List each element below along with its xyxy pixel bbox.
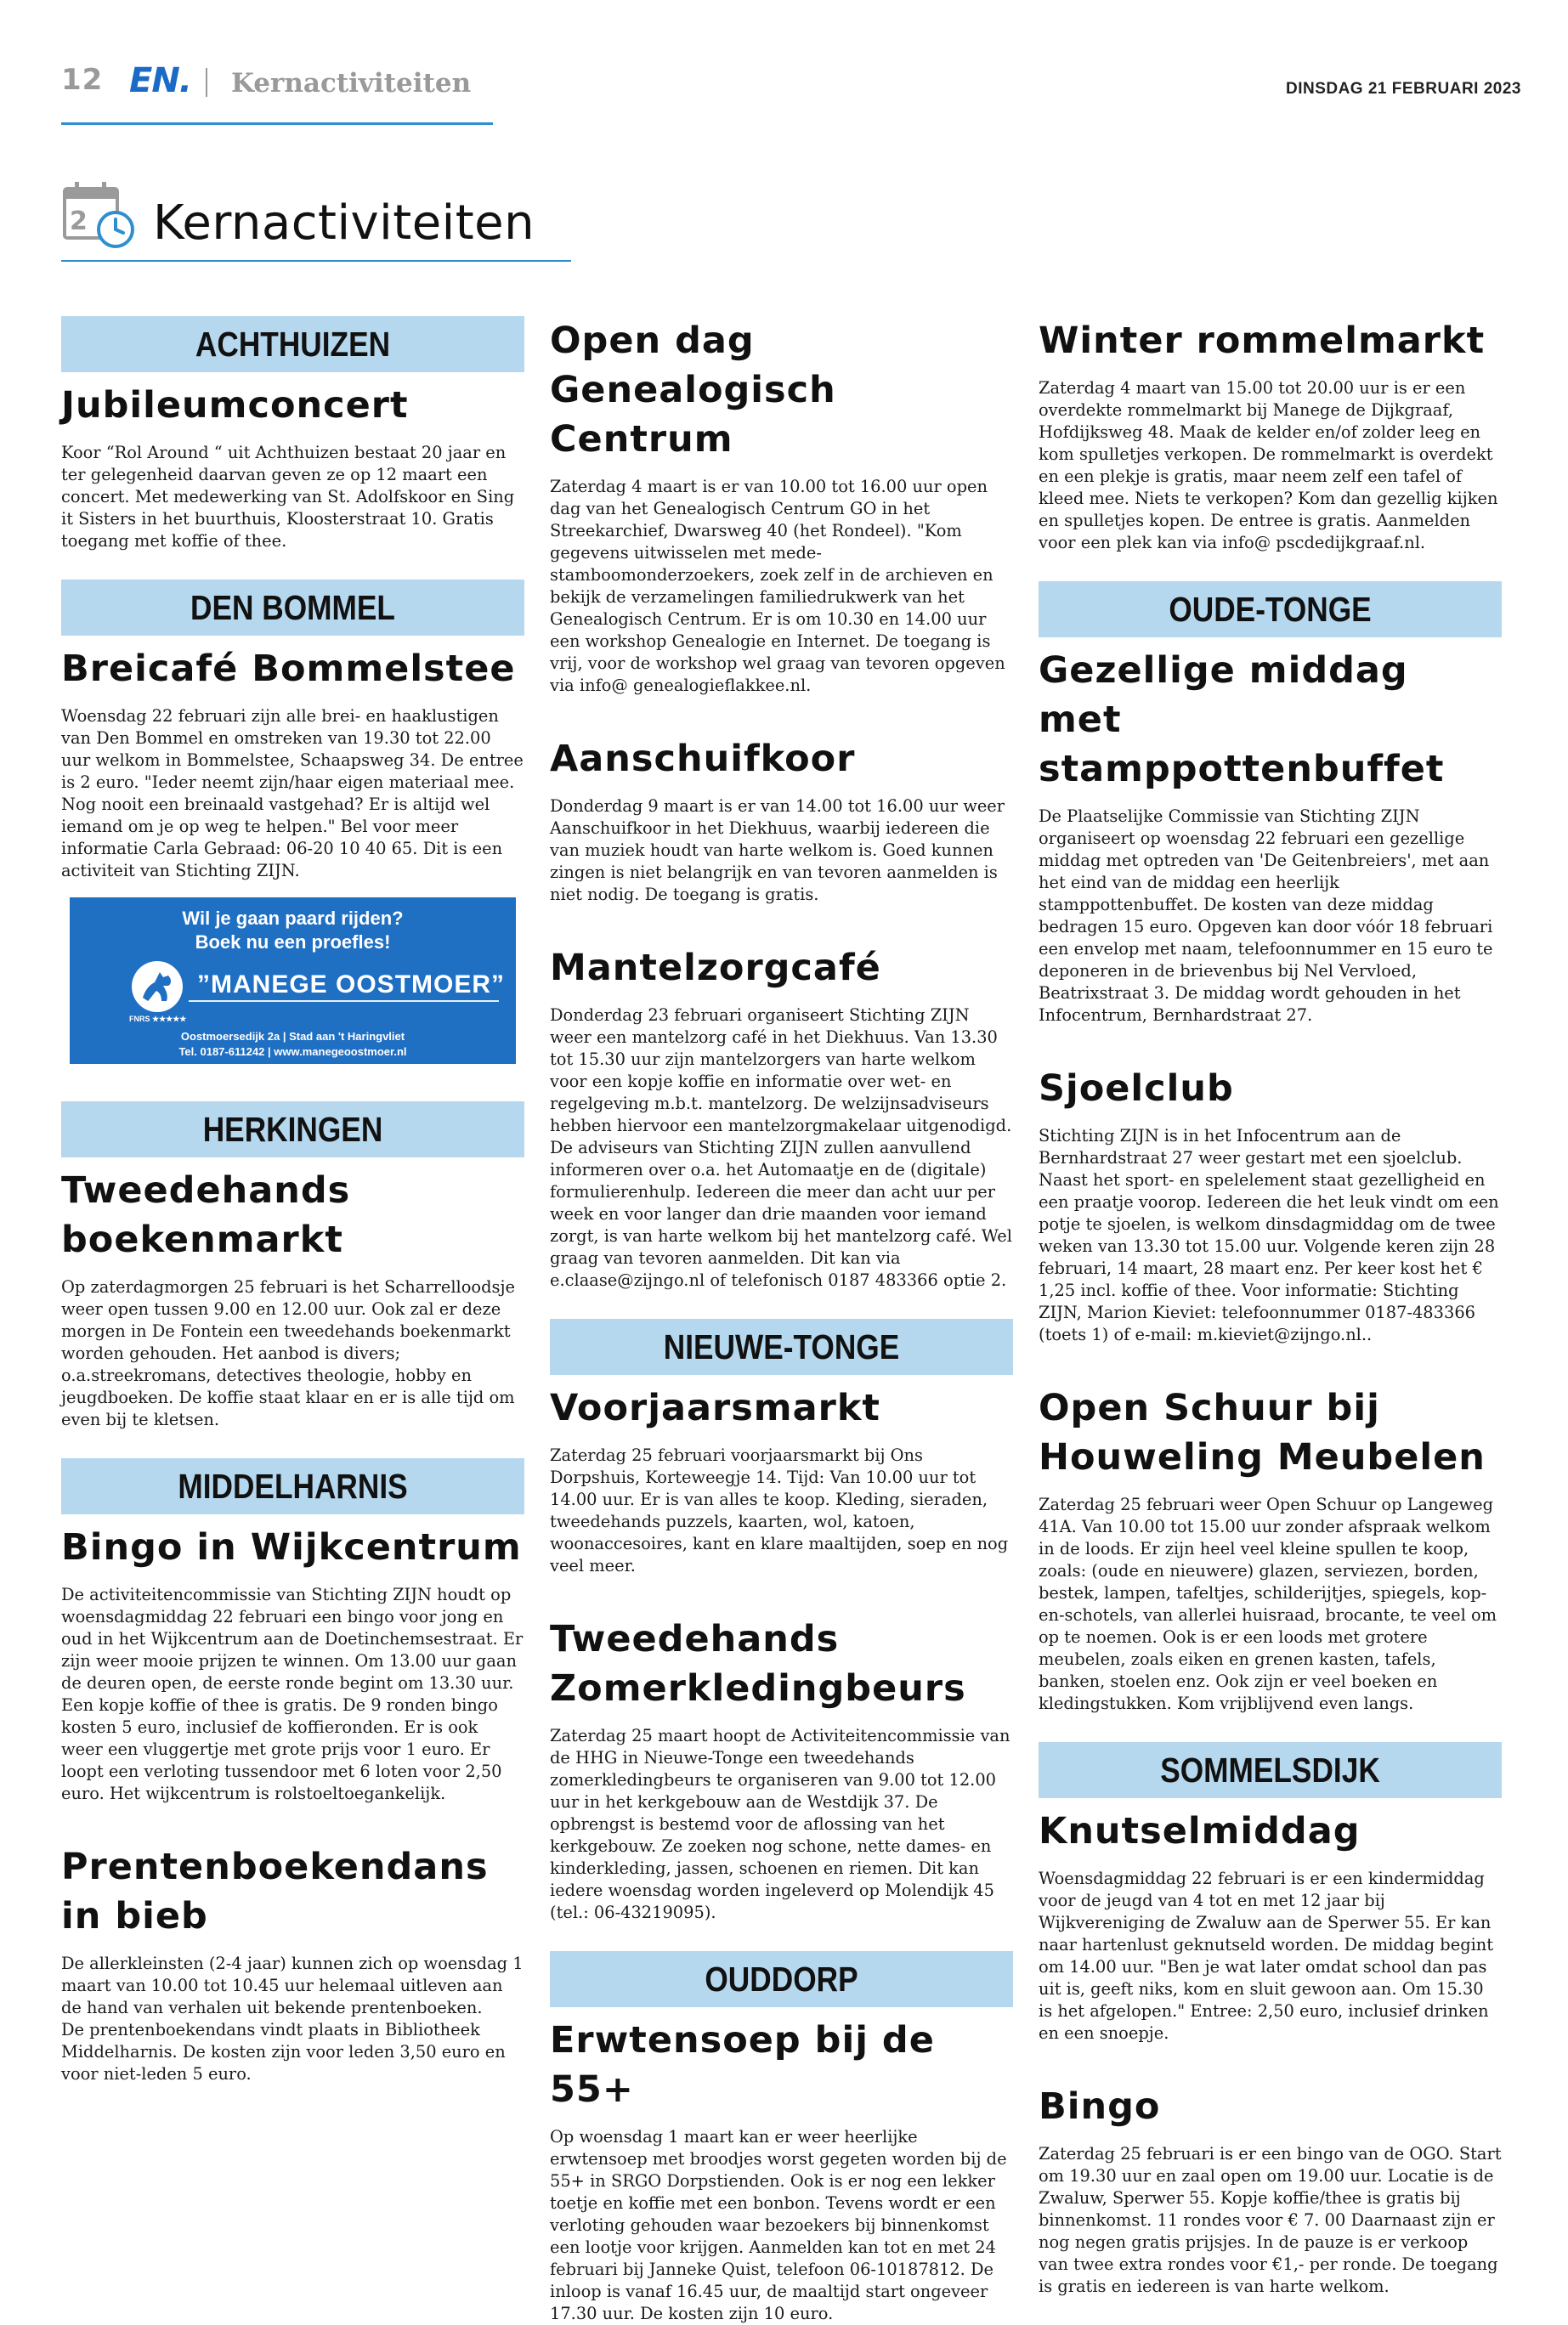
event-title: Tweedehands boekenmarkt bbox=[61, 1169, 351, 1261]
event-text: Op woensdag 1 maart kan er weer heerlijke erwtensoep met broodjes worst gegeten worden bij de 55+ in SRGO Dorpstienden. Ook is er nog een lekker toetje en koffie met een bonbon. Tevens wordt er een verloting gehouden waar bezoekers bij binnenkomst een lootje voor krijgen. Aanmelden kan tot en met 24 februari bij Janneke Quist, telefoon 06-10187812. De inloop is vanaf 16.45 uur, de maaltijd start ongeveer 17.30 uur. De kosten zijn 10 euro. bbox=[550, 2127, 1007, 2323]
location-name: HERKINGEN bbox=[202, 1110, 383, 1149]
ad-fnrs-rating: FNRS ★★★★★ bbox=[129, 1015, 187, 1023]
event-text: Zaterdag 25 februari voorjaarsmarkt bij Ons Dorpshuis, Korteweegje 14. Tijd: Van 10.00 uur tot 14.00 uur. Er is van alles te koop. Kleding, sieraden, tweedehands puzzels, kaarten, wol, katoen, woonaccesoires, kant en klare maaltijden, soep en nog veel meer. bbox=[550, 1445, 1009, 1575]
location-name: DEN BOMMEL bbox=[190, 588, 395, 627]
event-title: Tweedehands Zomerkledingbeurs bbox=[550, 1618, 966, 1710]
event-text: De activiteitencommissie van Stichting ZIJN houdt op woensdagmiddag 22 februari een bingo voor jong en oud in het Wijkcentrum aan de Doetinchemsestraat. Er zijn weer mooie prijzen te winnen. Om 13.00 uur gaan de deuren open, de eerste ronde begint om 13.30 uur. Een kopje koffie of thee is gratis. De 9 ronden bingo kosten 5 euro, inclusief de koffieronden. Er is ook weer een vluggertje met grote prijs voor 1 euro. Er loopt een verloting tussendoor met 6 loten voor 2,50 euro. Het wijkcentrum is rolstoeltoegankelijk. bbox=[61, 1585, 524, 1803]
event-text: Zaterdag 25 maart hoopt de Activiteitencommissie van de HHG in Nieuwe-Tonge een tweedehands zomerkledingbeurs te organiseren van 9.00 tot 12.00 uur in het kerkgebouw aan de Westdijk 37. De opbrengst is bestemd voor de aflossing van het kerkgebouw. Ze zoeken nog schone, nette dames- en kinderkleding, jassen, schoenen en riemen. Dit kan iedere woensdag worden ingeleverd op Molendijk 45 (tel.: 06-43219095). bbox=[550, 1726, 1010, 1922]
horse-logo-icon bbox=[129, 959, 185, 1015]
event-title: Jubileumconcert bbox=[61, 384, 409, 427]
ad-headline-1: Wil je gaan paard rijden? bbox=[182, 908, 404, 929]
event-title: Open Schuur bij Houweling Meubelen bbox=[1039, 1387, 1486, 1479]
column-3 bbox=[1039, 316, 1502, 2298]
event-title: Voorjaarsmarkt bbox=[550, 1387, 880, 1429]
header-date: DINSDAG 21 FEBRUARI 2023 bbox=[1285, 80, 1521, 98]
event-title: Winter rommelmarkt bbox=[1039, 320, 1486, 362]
location-banner bbox=[61, 1458, 524, 1514]
event-title: Mantelzorgcafé bbox=[550, 947, 881, 989]
manege-advertisement[interactable] bbox=[70, 897, 516, 1064]
svg-text:2: 2 bbox=[70, 206, 88, 236]
event-text: Zaterdag 4 maart is er van 10.00 tot 16.00 uur open dag van het Genealogisch Centrum GO in het Streekarchief, Dwarsweg 40 (het Rondeel). "Kom gegevens uitwisselen met mede-stamboomonderzoekers, zoek zelf in de archieven en bekijk de verzamelingen familiedrukwerk van het Genealogisch Centrum. Er is om 10.30 en 14.00 uur een workshop Genealogie en Internet. De toegang is vrij, voor de workshop wel graag van tevoren opgeven via info@ genealogieflakkee.nl. bbox=[550, 477, 1005, 695]
header-rule bbox=[61, 122, 493, 125]
event-text: Zaterdag 25 februari weer Open Schuur op Langeweg 41A. Van 10.00 tot 15.00 uur zonder afspraak welkom in de loods. Er zijn heel veel kleine spullen te koop, zoals: (oude en nieuwere) glazen, serviezen, borden, bestek, lampen, tafeltjes, schilderijtjes, spiegels, kop-en-schotels, van allerlei huisraad, brocante, te veel om op te noemen. Ook is er een loods met grotere meubelen, zoals eiken en grenen kasten, tafels, banken, stoelen enz. Ook zijn er veel boeken en kledingstukken. Kom vrijblijvend even langs. bbox=[1039, 1495, 1497, 1713]
ad-address: Oostmoersedijk 2a | Stad aan 't Haringvliet bbox=[180, 1030, 405, 1043]
event-text: De Plaatselijke Commissie van Stichting ZIJN organiseert op woensdag 22 februari een gezellige middag met optreden van 'De Geitenbreiers', met aan het eind van de middag een heerlijk stamppottenbuffet. De kosten van deze middag bedragen 15 euro. Opgeven kan door vóór 18 februari een envelop met naam, telefoonnummer en 15 euro te deponeren in de brievenbus bij Nel Vervloed, Beatrixstraat 3. De middag wordt gehouden in het Infocentrum, Bernhardstraat 27. bbox=[1039, 806, 1493, 1025]
page-number: 12 bbox=[61, 63, 104, 97]
event-title: Bingo in Wijkcentrum bbox=[61, 1526, 522, 1569]
ad-rule bbox=[189, 1000, 499, 1002]
event-title: Sjoelclub bbox=[1039, 1067, 1234, 1110]
location-name: MIDDELHARNIS bbox=[178, 1467, 408, 1506]
event-text: Zaterdag 4 maart van 15.00 tot 20.00 uur is er een overdekte rommelmarkt bij Manege de Dijkgraaf, Hofdijksweg 48. Maak de kelder en/of zolder leeg en kom spulletjes verkopen. De rommelmarkt is overdekt en een plekje is gratis, maar neem zelf een tafel of kleed mee. Niets te verkopen? Kom dan gezellig kijken en spulletjes kopen. De entree is gratis. Aanmelden voor een plek kan via info@ pscdedijkgraaf.nl. bbox=[1039, 378, 1498, 552]
event-text: Woensdag 22 februari zijn alle brei- en haaklustigen van Den Bommel en omstreken van 19.30 tot 22.00 uur welkom in Bommelstee, Schaapsweg 34. De entree is 2 euro. "Ieder neemt zijn/haar eigen materiaal mee. Nog nooit een breinaald vastgehad? Er is altijd wel iemand om je op weg te helpen." Bel voor meer informatie Carla Gebraad: 06-20 10 40 65. Dit is een activiteit van Stichting ZIJN. bbox=[61, 706, 524, 880]
title-rule bbox=[61, 260, 571, 262]
event-title: Open dag Genealogisch Centrum bbox=[550, 320, 836, 461]
ad-headline-2: Boek nu een proefles! bbox=[195, 931, 391, 953]
calendar-clock-icon bbox=[61, 177, 139, 255]
header-section: Kernactiviteiten bbox=[231, 68, 472, 99]
ad-brand: ”MANEGE OOSTMOER” bbox=[197, 970, 506, 998]
location-name: SOMMELSDIJK bbox=[1160, 1751, 1380, 1790]
event-text: Op zaterdagmorgen 25 februari is het Scharrelloodsje weer open tussen 9.00 en 12.00 uur. Ook zal er deze morgen in De Fontein een tweedehands boekenmarkt worden gehouden. Het aanbod is divers; o.a.streekromans, detectives theologie, hobby en jeugdboeken. De koffie staat klaar en er is alle tijd om even bij te kletsen. bbox=[61, 1277, 515, 1429]
page-title: Kernactiviteiten bbox=[153, 195, 535, 251]
event-text: Donderdag 9 maart is er van 14.00 tot 16.00 uur weer Aanschuifkoor in het Diekhuus, waarbij iedereen die van muziek houdt van harte welkom is. Goed kunnen zingen is niet belangrijk en van tevoren aanmelden is niet nodig. De toegang is gratis. bbox=[550, 796, 1005, 904]
event-text: Donderdag 23 februari organiseert Stichting ZIJN weer een mantelzorg café in het Diekhuus. Van 13.30 tot 15.30 uur zijn mantelzorgers van harte welkom voor een kopje koffie en informatie over wet- en regelgeving m.b.t. mantelzorg. De welzijnsadviseurs hebben hiervoor een mantelzorgmakelaar uitgenodigd. De adviseurs van Stichting ZIJN zullen aanvullend informeren over o.a. het Automaatje en de (digitale) formulierenhulp. Iedereen die meer dan acht uur per week en voor langer dan drie maanden voor iemand zorgt, is van harte welkom bij het mantelzorg café. Wel graag van tevoren aanmelden. Dit kan via e.claase@zijngo.nl of telefonisch 0187 483366 optie 2. bbox=[550, 1005, 1012, 1290]
newspaper-logo: EN. bbox=[129, 61, 191, 100]
ad-contact: Tel. 0187-611242 | www.manegeoostmoer.nl bbox=[178, 1045, 407, 1058]
location-banner bbox=[550, 1319, 1013, 1375]
event-text: De allerkleinsten (2-4 jaar) kunnen zich op woensdag 1 maart van 10.00 tot 10.45 uur helemaal uitleven aan de hand van verhalen uit bekende prentenboeken. bbox=[61, 1954, 524, 2017]
location-banner bbox=[550, 1951, 1013, 2007]
location-banner bbox=[1039, 1742, 1502, 1798]
header-separator bbox=[206, 68, 207, 97]
location-banner bbox=[61, 580, 524, 636]
event-text: Stichting ZIJN is in het Infocentrum aan de Bernhardstraat 27 weer gestart met een sjoelclub. Naast het sport- en spelelement staat gezelligheid en een praatje voorop. Iedereen die het leuk vindt om een potje te sjoelen, is welkom dinsdagmiddag om de twee weken van 13.30 tot 15.00 uur. Volgende keren zijn 28 februari, 14 maart, 28 maart enz. Per keer kost het € 1,25 incl. koffie of thee. Voor informatie: Stichting ZIJN, Marion Kieviet: telefoonnummer 0187-483366 (toets 1) of e-mail: m.kieviet@zijngo.nl.. bbox=[1039, 1126, 1499, 1344]
column-2 bbox=[550, 316, 1013, 2325]
event-text: Zaterdag 25 februari is er een bingo van de OGO. Start om 19.30 uur en zaal open om 19.00 uur. Locatie is de Zwaluw, Sperwer 55. Kopje koffie/thee is gratis bij binnenkomst. 11 rondes voor € 7. 00 Daarnaast zijn er nog negen gratis prijsjes. In de pauze is er verkoop van twee extra rondes voor €1,- per ronde. De toegang is gratis en iedereen is van harte welkom. bbox=[1039, 2144, 1502, 2296]
event-text: De prentenboekendans vindt plaats in Bibliotheek Middelharnis. De kosten zijn voor leden 3,50 euro en voor niet-leden 5 euro. bbox=[61, 2020, 506, 2084]
event-title: Knutselmiddag bbox=[1039, 1810, 1361, 1853]
location-banner bbox=[1039, 581, 1502, 637]
location-banner bbox=[61, 316, 524, 372]
event-title: Aanschuifkoor bbox=[550, 738, 856, 780]
event-title: Prentenboekendans in bieb bbox=[61, 1846, 489, 1937]
event-title: Erwtensoep bij de 55+ bbox=[550, 2019, 935, 2111]
event-title: Gezellige middag met stamppottenbuffet bbox=[1039, 649, 1445, 790]
event-text: Woensdagmiddag 22 februari is er een kindermiddag voor de jeugd van 4 tot en met 12 jaar bij Wijkvereniging de Zwaluw aan de Sperwer 55. Er kan naar hartenlust geknutseld worden. De middag begint om 14.00 uur. "Ben je wat later omdat school dan pas uit is, geeft niks, kom en sluit gewoon aan. Om 15.30 is het afgelopen." Entree: 2,50 euro, inclusief drinken en een snoepje. bbox=[1039, 1869, 1494, 2043]
location-name: ACHTHUIZEN bbox=[195, 325, 391, 364]
location-name: NIEUWE-TONGE bbox=[663, 1327, 900, 1366]
event-title: Breicafé Bommelstee bbox=[61, 648, 516, 690]
event-title: Bingo bbox=[1039, 2085, 1161, 2128]
event-text: Koor “Rol Around “ uit Achthuizen bestaat 20 jaar en ter gelegenheid daarvan geven ze op 12 maart een concert. Met medewerking van St. Adolfskoor en Sing it Sisters in het buurthuis, Kloosterstraat 10. Gratis toegang met koffie of thee. bbox=[61, 443, 515, 551]
page-header bbox=[61, 63, 1521, 114]
location-name: OUDE-TONGE bbox=[1169, 590, 1372, 629]
location-banner bbox=[61, 1101, 524, 1157]
location-name: OUDDORP bbox=[705, 1960, 858, 1999]
column-1 bbox=[61, 316, 524, 2085]
